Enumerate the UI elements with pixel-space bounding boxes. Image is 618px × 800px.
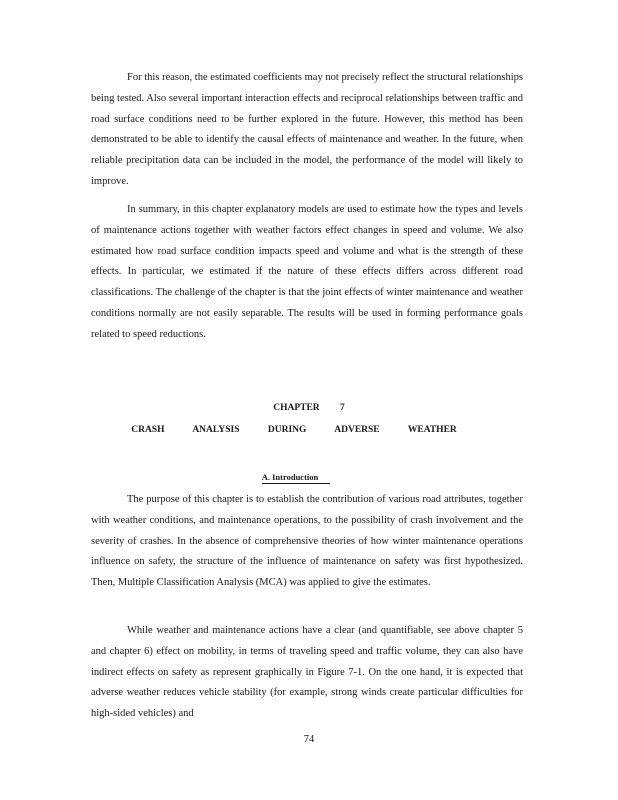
chapter-label: CHAPTER 7: [273, 403, 345, 413]
section-heading: [0, 472, 592, 482]
body-paragraph: In summary, in this chapter explanatory models are used to estimate how the types and levels of maintenance actions together with weather factors effect changes in speed and volume. We also estimated how road surface condition impacts speed and volume and what is the strength of these effects. In particular, we estimated if the nature of these effects differs across different road classifications. The challenge of the chapter is that the joint effects of winter maintenance and weather conditions normally are not easily separable. The results will be used in forming performance goals related to speed reductions.: [91, 204, 523, 340]
page-number: 74: [303, 734, 315, 745]
body-paragraph: The purpose of this chapter is to establish the contribution of various road attributes, together with weather conditions, and maintenance operations, to the possibility of crash involvement and the severity of crashes. In the absence of comprehensive theories of how winter maintenance operations influence on safety, the structure of the influence of maintenance on safety was first hypothesized. Then, Multiple Classification Analysis (MCA) was applied to give the estimates.: [91, 494, 523, 589]
body-paragraph: For this reason, the estimated coefficients may not precisely reflect the structural relationships being tested. Also several important interaction effects and reciprocal relationships between traffic and road surface conditions need to be further explored in the future. However, this method has been demonstrated to be able to identify the causal effects of maintenance and weather. In the future, when reliable precipitation data can be included in the model, the performance of the model will likely to improve.: [91, 72, 523, 187]
section-heading-text: A. Introduction: [262, 472, 331, 484]
body-paragraph: While weather and maintenance actions have a clear (and quantifiable, see above chapter 5 and chapter 6) effect on mobility, in terms of traveling speed and traffic volume, they can also have indirect effects on safety as represent graphically in Figure 7-1. On the one hand, it is expected that adverse weather reduces vehicle stability (for example, strong winds create particular difficulties for high-sided vehicles) and: [91, 625, 523, 720]
chapter-title: CRASH ANALYSIS DURING ADVERSE WEATHER: [131, 425, 457, 435]
